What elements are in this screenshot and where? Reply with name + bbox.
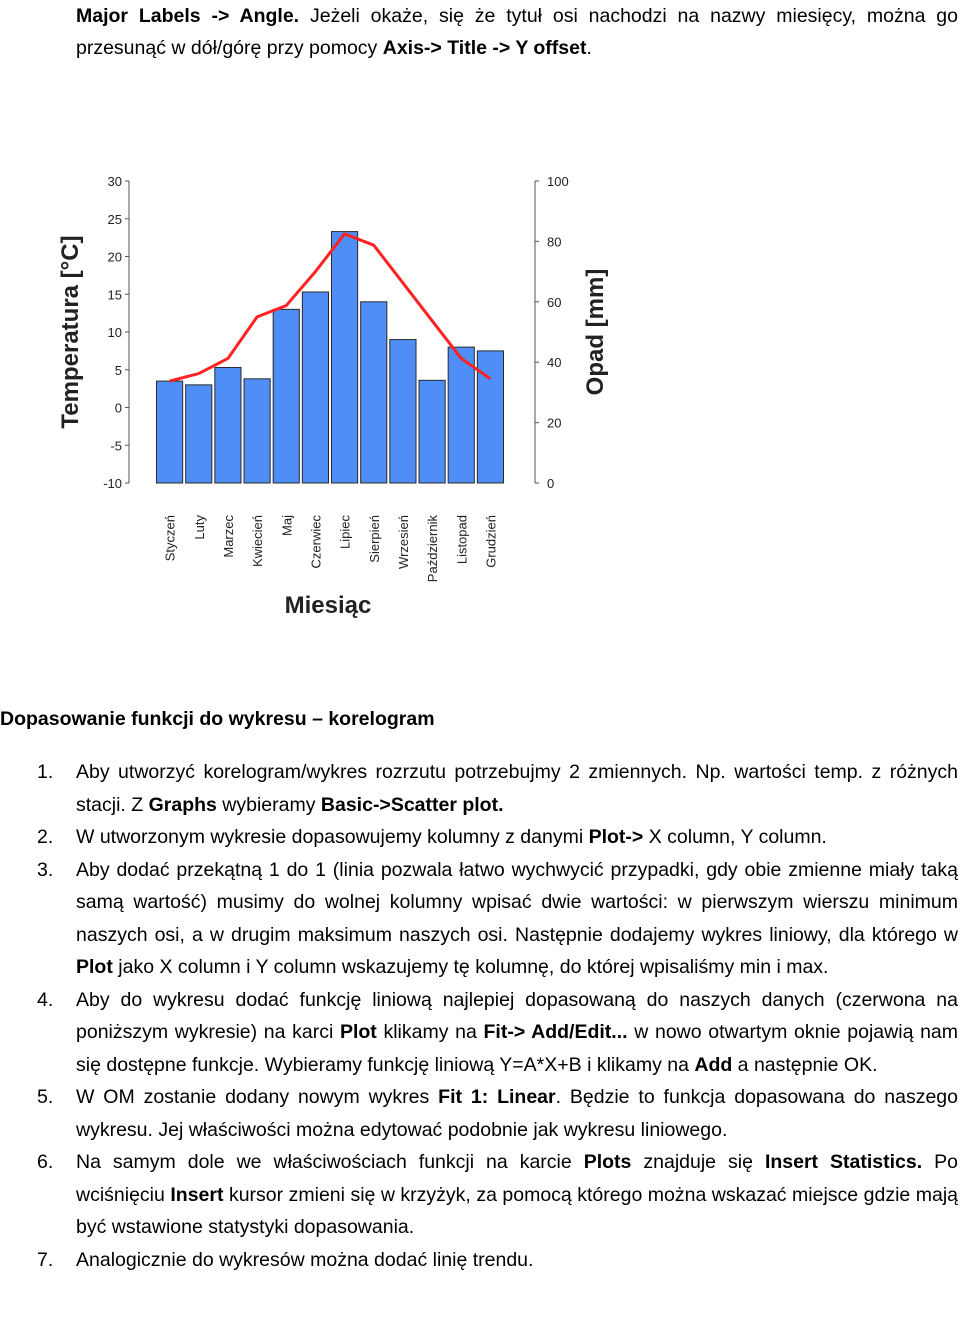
list-text: [76, 1086, 958, 1141]
bar-luty: [186, 385, 212, 483]
text-run: jako X column i Y column wskazujemy tę kolumnę, do której wpisaliśmy min i max.: [112, 956, 829, 978]
left-tick-label: 0: [114, 400, 122, 416]
left-tick-label: -5: [110, 438, 122, 454]
intro-paragraph: [76, 0, 958, 64]
bar-lipiec: [332, 232, 358, 483]
month-label-październik: Październik: [425, 515, 441, 583]
list-text: [76, 761, 958, 816]
left-tick-label: 30: [107, 174, 122, 189]
right-tick-label: 0: [547, 476, 555, 491]
month-label-marzec: Marzec: [220, 515, 236, 558]
text-run: Aby dodać przekątną 1 do 1 (linia pozwala łatwo wychwycić przypadki, gdy obie zmienne miały taką samą wartość) musimy do wolnej kolumny wpisać dwie wartości: w pierwszym wierszu minimum naszych osi, a w drugim maksimum naszych osi. Następnie dodajemy wykres liniowy, dla którego w: [76, 858, 958, 946]
text-run: przesunąć w dół/górę przy pomocy: [76, 37, 383, 59]
bar-sierpień: [361, 302, 387, 483]
text-run: Fit-> Add/Edit...: [483, 1021, 628, 1043]
text-run: a następnie OK.: [732, 1053, 878, 1076]
list-item: [0, 1146, 958, 1244]
month-label-listopad: Listopad: [454, 515, 470, 565]
text-run: Po wciśnięciu: [76, 1151, 958, 1206]
right-axis-title: Opad [mm]: [582, 268, 609, 396]
bar-maj: [273, 309, 299, 483]
text-run: Insert Statistics.: [764, 1151, 923, 1173]
month-label-luty: Luty: [191, 515, 207, 540]
month-label-maj: Maj: [279, 515, 295, 536]
text-run: Axis-> Title -> Y offset: [382, 37, 587, 59]
right-tick-label: 20: [547, 415, 562, 431]
text-run: Major Labels -> Angle.: [76, 5, 300, 27]
precipitation-bars: [157, 232, 504, 483]
list-item: [0, 1081, 958, 1146]
right-tick-label: 80: [547, 234, 562, 250]
month-label-czerwiec: Czerwiec: [308, 515, 324, 569]
text-run: Add: [694, 1053, 733, 1076]
list-text: [76, 859, 958, 979]
text-run: Plot: [339, 1021, 377, 1043]
list-text: [76, 989, 958, 1076]
list-number: 4.: [37, 988, 54, 1011]
month-labels: [163, 515, 499, 583]
x-axis-title: Miesiąc: [284, 592, 372, 619]
text-run: W utworzonym wykresie dopasowujemy kolumny z danymi: [76, 826, 589, 848]
bar-wrzesień: [390, 340, 416, 483]
list-number: 3.: [37, 858, 54, 881]
text-run: Basic->Scatter plot.: [320, 793, 504, 816]
temperature-precipitation-chart: [40, 160, 640, 640]
list-item: [0, 854, 958, 984]
text-run: W OM zostanie dodany nowym wykres: [76, 1086, 439, 1108]
text-run: klikamy na: [376, 1021, 484, 1043]
list-number: 1.: [37, 761, 54, 783]
bar-marzec: [215, 367, 241, 483]
right-axis-ticks: [535, 174, 569, 491]
month-label-lipiec: Lipiec: [337, 515, 353, 549]
list-text: [76, 1249, 533, 1271]
text-run: Fit 1: Linear: [438, 1086, 556, 1108]
intro-line-1: [76, 0, 958, 32]
text-run: X column, Y column.: [643, 826, 827, 848]
month-label-styczeń: Styczeń: [162, 515, 178, 562]
text-run: Aby do wykresu dodać funkcję liniową najlepiej dopasowaną do naszych danych (czerwona na poniższym wykresie) na karci: [76, 988, 958, 1043]
list-item: [0, 821, 958, 854]
text-run: Aby utworzyć korelogram/wykres rozrzutu potrzebujmy 2 zmiennych. Np. wartości temp. z różnych stacji. Z: [76, 761, 958, 816]
text-run: Na samym dole we właściwościach funkcji na karcie: [76, 1151, 584, 1173]
temperature-line-path: [170, 234, 491, 381]
text-run: Plot->: [588, 826, 644, 848]
bar-styczeń: [157, 381, 183, 483]
text-run: znajduje się: [631, 1151, 765, 1173]
section-heading: Dopasowanie funkcji do wykresu – korelogram: [0, 708, 435, 730]
left-axis-title: Temperatura [°C]: [57, 235, 84, 429]
left-tick-label: 20: [107, 249, 122, 265]
list-item: [0, 1244, 958, 1277]
intro-line-2: [76, 32, 958, 64]
list-number: 5.: [37, 1086, 54, 1108]
bar-październik: [419, 380, 445, 483]
left-tick-label: -10: [103, 476, 122, 491]
bar-czerwiec: [302, 292, 328, 483]
text-run: . Będzie to funkcja dopasowana do naszego wykresu. Jej właściwości można edytować podobnie jak wykresu liniowego.: [76, 1086, 958, 1141]
temperature-line: [170, 234, 491, 381]
left-axis-ticks: [103, 174, 129, 491]
left-tick-label: 10: [107, 325, 122, 340]
text-run: .: [586, 37, 592, 59]
right-tick-label: 100: [547, 174, 569, 189]
list-number: 7.: [37, 1248, 54, 1271]
right-tick-label: 40: [547, 355, 562, 371]
text-run: Plot: [76, 956, 113, 978]
steps-list: [0, 756, 958, 1276]
left-tick-label: 5: [114, 362, 122, 378]
month-label-grudzień: Grudzień: [483, 515, 499, 568]
text-run: kursor zmieni się w krzyżyk, za pomocą którego można wskazać miejsce gdzie mają być wstawione statystyki dopasowania.: [76, 1183, 958, 1238]
bar-listopad: [448, 347, 474, 483]
text-run: wybieramy: [216, 793, 321, 816]
month-label-wrzesień: Wrzesień: [395, 515, 411, 569]
text-run: Analogicznie do wykresów można dodać linię trendu.: [76, 1248, 534, 1271]
right-tick-label: 60: [547, 294, 562, 310]
list-number: 6.: [37, 1151, 54, 1173]
month-label-kwiecień: Kwiecień: [250, 515, 266, 568]
month-label-sierpień: Sierpień: [366, 515, 382, 563]
text-run: Graphs: [148, 793, 217, 816]
left-tick-label: 25: [107, 211, 122, 227]
list-item: [0, 984, 958, 1082]
list-text: [76, 826, 827, 848]
bar-kwiecień: [244, 379, 270, 483]
list-item: [0, 756, 958, 821]
list-text: [76, 1151, 958, 1238]
text-run: w nowo otwartym oknie pojawią nam się dostępne funkcje. Wybieramy funkcję liniową Y=A*X+B i klikamy na: [76, 1021, 959, 1076]
text-run: Plots: [583, 1151, 632, 1173]
text-run: Insert: [170, 1183, 224, 1206]
list-number: 2.: [37, 826, 54, 848]
text-run: Jeżeli okaże, się że tytuł osi nachodzi na nazwy miesięcy, można go: [299, 5, 958, 27]
left-tick-label: 15: [107, 287, 122, 303]
